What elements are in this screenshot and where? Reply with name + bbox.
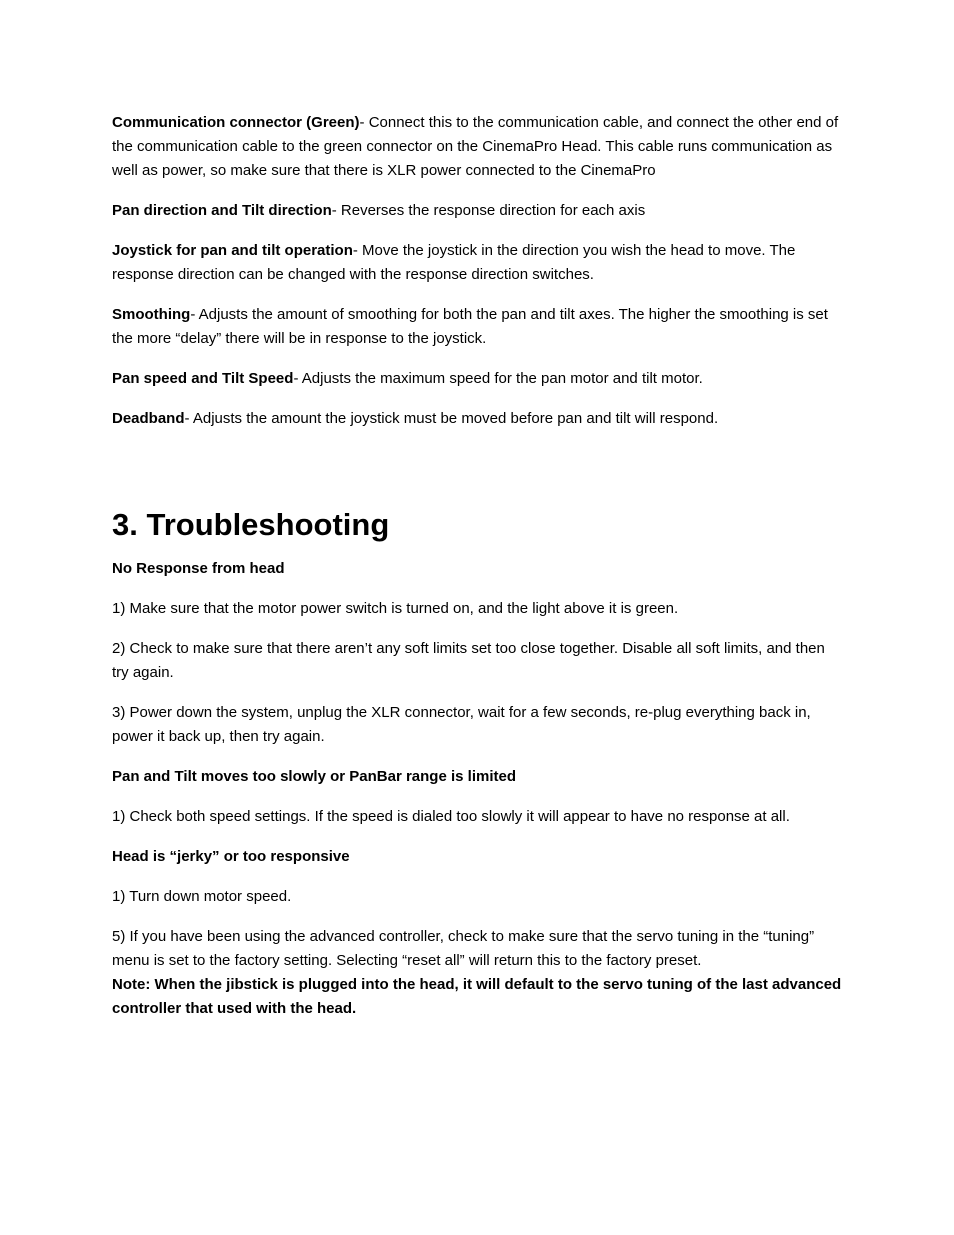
control-text: - Reverses the response direction for each axis [331,202,646,219]
control-text: - Adjusts the amount of smoothing for both the pan and tilt axes. The higher the smoothing is set the more “delay” there will be in response to the joystick. [112,306,828,347]
control-text: - Adjusts the maximum speed for the pan motor and tilt motor. [293,370,703,387]
troubleshooting-step: 1) Make sure that the motor power switch is turned on, and the light above it is green. [112,600,679,617]
issue-heading-too-slow: Pan and Tilt moves too slowly or PanBar range is limited [112,768,516,785]
troubleshooting-step: 3) Power down the system, unplug the XLR connector, wait for a few seconds, re-plug everything back in, power it back up, then try again. [112,704,811,745]
troubleshooting-step: 1) Turn down motor speed. [112,888,292,905]
issue-heading-no-response: No Response from head [112,560,285,577]
troubleshooting-step: 1) Check both speed settings. If the speed is dialed too slowly it will appear to have no response at all. [112,808,790,825]
troubleshooting-step: 5) If you have been using the advanced controller, check to make sure that the servo tuning in the “tuning” menu is set to the factory setting. Selecting “reset all” will return this to the factory preset. [112,928,815,969]
control-description-smoothing [112,303,842,351]
control-term: Pan direction and Tilt direction [112,202,332,219]
control-text: - Move the joystick in the direction you wish the head to move. The response direction can be changed with the response direction switches. [112,242,796,283]
control-text: - Connect this to the communication cable, and connect the other end of the communication cable to the green connector on the CinemaPro Head. This cable runs communication as well as power, so make sure that there is XLR power connected to the CinemaPro [112,114,839,179]
note-text: Note: When the jibstick is plugged into the head, it will default to the servo tuning of the last advanced controller that used with the head. [112,976,842,1017]
control-description-deadband [112,407,842,431]
control-term: Smoothing [112,306,191,323]
control-description-speed [112,367,842,391]
control-text: - Adjusts the amount the joystick must be moved before pan and tilt will respond. [184,410,719,427]
control-description-direction [112,199,842,223]
document-page [112,111,842,1037]
control-term: Deadband [112,410,185,427]
control-term: Joystick for pan and tilt operation [112,242,353,259]
control-term: Communication connector (Green) [112,114,360,131]
troubleshooting-step: 2) Check to make sure that there aren’t any soft limits set too close together. Disable all soft limits, and then try again. [112,640,825,681]
control-description-joystick [112,239,842,287]
section-title: 3. Troubleshooting [112,507,390,542]
issue-heading-jerky: Head is “jerky” or too responsive [112,848,350,865]
troubleshooting-step-with-note [112,925,842,1021]
control-term: Pan speed and Tilt Speed [112,370,294,387]
control-description-communication [112,111,842,183]
